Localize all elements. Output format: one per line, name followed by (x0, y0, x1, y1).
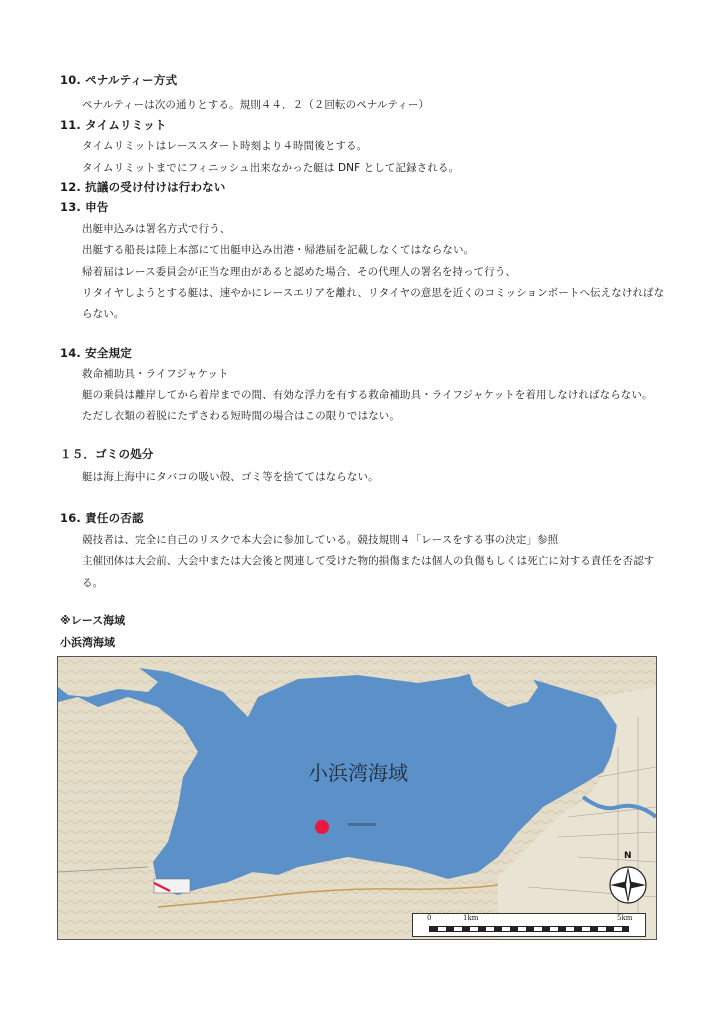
section-heading-16: 16. 責任の否認 (60, 511, 144, 525)
section-16-line-2: 主催団体は大会前、大会中または大会後と関連して受けた物的損傷または個人の負傷もしくは死亡に対する責任を否認す (82, 555, 655, 567)
section-heading-12: 12. 抗議の受け付けは行わない (60, 180, 226, 194)
section-10-line-1: ペナルティーは次の通りとする。規則４４．２（２回転のペナルティー） (82, 99, 430, 111)
section-11-line-1: タイムリミットはレーススタート時刻より４時間後とする。 (82, 140, 368, 152)
section-15-line-1: 艇は海上海中にタバコの吸い殻、ゴミ等を捨ててはならない。 (82, 471, 379, 483)
section-heading-15: １５．ゴミの処分 (60, 447, 154, 461)
section-14-line-1: 救命補助具・ライフジャケット (82, 368, 229, 380)
compass (606, 853, 650, 907)
scale-label-start: 0 (427, 914, 432, 922)
section-13-line-3: 帰着届はレース委員会が正当な理由があると認めた場合、その代理人の署名を持って行う、 (82, 266, 517, 278)
section-13-line-4: リタイヤしようとする艇は、速やかにレースエリアを離れ、リタイヤの意思を近くのコミッションボートへ伝えなければな (82, 287, 665, 299)
section-14-line-3: ただし衣類の着脱にたずさわる短時間の場合はこの限りではない。 (82, 410, 400, 422)
section-heading-14: 14. 安全規定 (60, 346, 132, 360)
section-13-line-5: らない。 (82, 308, 125, 320)
section-heading-13: 13. 申告 (60, 200, 109, 214)
race-area-marker (315, 820, 329, 834)
section-14-line-2: 艇の乗員は離岸してから着岸までの間、有効な浮力を有する救命補助具・ライフジャケットを着用しなければならない。 (82, 389, 653, 401)
race-area-subtitle: 小浜湾海域 (60, 636, 115, 649)
compass-north-label: N (624, 851, 632, 861)
bay-map (57, 656, 657, 940)
section-16-line-1: 競技者は、完全に自己のリスクで本大会に参加している。競技規則４「レースをする事の決定」参照 (82, 534, 559, 546)
section-13-line-1: 出艇申込みは署名方式で行う、 (82, 223, 231, 235)
scale-label-mid: 1km (463, 914, 479, 922)
section-11-line-2: タイムリミットまでにフィニッシュ出来なかった艇は DNF として記録される。 (82, 162, 460, 174)
scale-ruler (429, 926, 629, 932)
section-13-line-2: 出艇する船長は陸上本部にて出艇申込み出港・帰港届を記載しなくてはならない。 (82, 244, 475, 256)
race-area-title: ※レース海域 (60, 614, 126, 627)
bay-map-graphic (58, 657, 656, 939)
compass-rose-icon (606, 863, 650, 907)
scale-label-end: 5km (617, 914, 633, 922)
scale-bar (412, 913, 646, 937)
section-16-line-3: る。 (82, 577, 104, 589)
bay-label: 小浜湾海域 (308, 761, 408, 785)
section-heading-11: 11. タイムリミット (60, 118, 167, 132)
section-heading-10: 10. ペナルティー方式 (60, 73, 178, 87)
